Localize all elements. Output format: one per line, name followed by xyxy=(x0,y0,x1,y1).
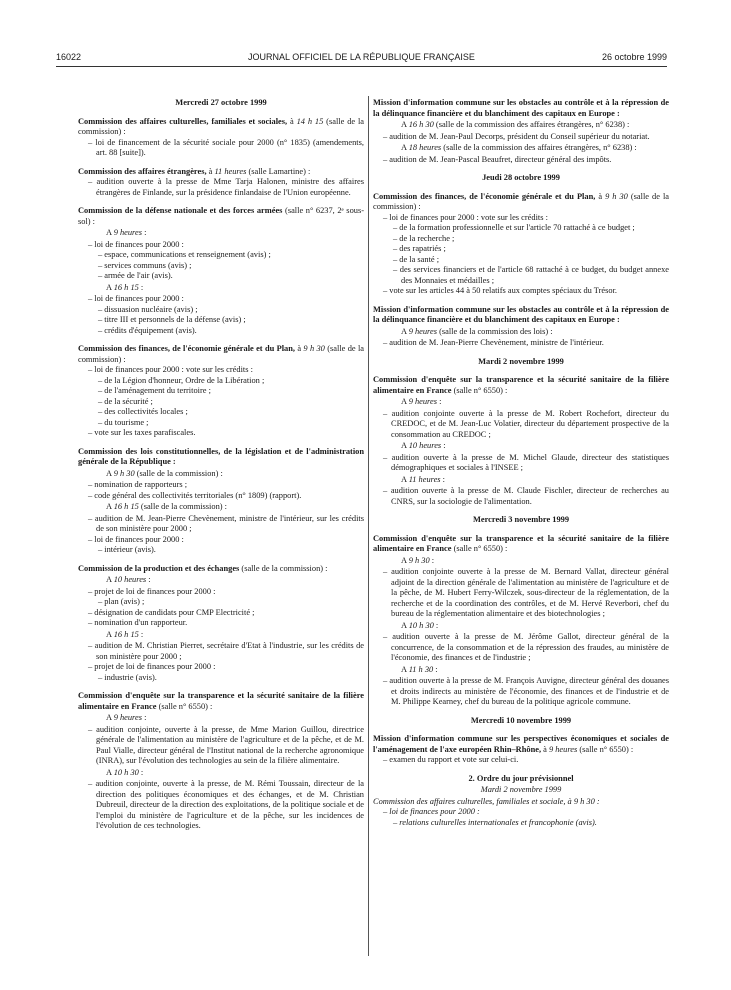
committee-name xyxy=(373,192,669,213)
committee-name xyxy=(373,534,669,555)
journal-title: JOURNAL OFFICIEL DE LA RÉPUBLIQUE FRANÇAISE xyxy=(248,52,475,62)
time-value: 10 heures xyxy=(408,441,442,450)
time-line xyxy=(78,575,364,586)
time-line xyxy=(373,665,669,676)
time-line xyxy=(373,143,669,154)
date-heading: Mardi 2 novembre 1999 xyxy=(478,356,564,366)
time-suffix: : xyxy=(138,629,144,639)
committee-name xyxy=(78,117,364,138)
time-suffix: : xyxy=(437,397,442,406)
agenda-section xyxy=(78,167,364,199)
time-suffix: : xyxy=(142,713,147,722)
agenda-item: – nomination de rapporteurs ; xyxy=(88,480,188,489)
agenda-item: – examen du rapport et vote sur celui-ci. xyxy=(383,755,519,764)
time-value: 16 h 15 xyxy=(113,282,139,292)
date-heading: Mercredi 3 novembre 1999 xyxy=(472,515,570,524)
section-heading: 2. Ordre du jour prévisionnel xyxy=(468,773,574,783)
agenda-item: – loi de finances pour 2000 : vote sur les crédits : xyxy=(88,365,253,374)
time-suffix: (salle de la commission) : xyxy=(138,502,227,511)
agenda-item: – audition de M. Jean-Pierre Chevènement, ministre de l'intérieur. xyxy=(383,338,604,347)
agenda-item: – audition conjointe ouverte à la presse de M. Bernard Vallat, directeur général adjoint de la direction générale de l'alimentation au ministère de l'agriculture et de la pêche, de M. Hubert Ferry-Wilczek, sous-directeur de la réglementation, de la recherche et de la coordination des contrôles, et de M. Hervé Reverbori, chef du bureau de la réglementation alimentaire et des biotechnologies ; xyxy=(383,567,669,618)
meeting-room: (salle n° 6550) : xyxy=(156,701,213,711)
time-line xyxy=(78,502,364,513)
time-suffix: (salle de la commission) : xyxy=(134,468,223,478)
time-suffix: : xyxy=(138,282,144,292)
date-heading: Jeudi 28 octobre 1999 xyxy=(482,173,560,182)
agenda-subitem: – plan (avis) ; xyxy=(98,597,145,606)
agenda-item: – audition ouverte à la presse de M. Michel Glaude, directeur des statistiques démographiques et sociales à l'INSEE ; xyxy=(383,452,669,472)
agenda-line: – loi de finances pour 2000 : xyxy=(383,807,480,816)
agenda-item: – loi de financement de la sécurité sociale pour 2000 (n° 1835) (amendements, art. 88 [suite]). xyxy=(88,137,364,157)
committee-name xyxy=(78,344,364,365)
agenda-section xyxy=(78,117,364,159)
agenda-item: – audition ouverte à la presse de Mme Tarja Halonen, ministre des affaires étrangères de Finlande, sur la présidence finlandaise de l'Union européenne. xyxy=(88,177,364,197)
time-prefix: A xyxy=(401,664,409,674)
meeting-time: 9 h 30 xyxy=(605,191,628,201)
time-suffix: : xyxy=(433,664,438,674)
committee-title: Commission d'enquête sur la transparence et la sécurité sanitaire de la filière alimentaire en France xyxy=(373,533,669,553)
agenda-item: – audition de M. Jean-Paul Decorps, président du Conseil supérieur du notariat. xyxy=(383,131,650,141)
time-suffix: : xyxy=(146,575,151,584)
time-line xyxy=(78,768,364,779)
agenda-item: – audition conjointe ouverte à la presse de M. Robert Rochefort, directeur du CREDOC, et de M. Jean-Luc Volatier, directeur du département prospective de la consommation au CREDOC ; xyxy=(383,408,669,439)
time-line xyxy=(78,283,364,294)
agenda-subitem: – de la formation professionnelle et sur l'article 70 rattaché à ce budget ; xyxy=(393,223,635,232)
agenda-subitem: – de la sécurité ; xyxy=(98,396,153,406)
committee-title: Commission des affaires étrangères, xyxy=(78,166,207,176)
agenda-line: – relations culturelles internationales et francophonie (avis). xyxy=(393,817,597,827)
meeting-room: (salle n° 6237, 2ᵉ sous-sol) : xyxy=(78,206,364,226)
time-prefix: A xyxy=(401,397,409,406)
time-prefix: A xyxy=(106,767,114,777)
committee-title: Commission d'enquête sur la transparence et la sécurité sanitaire de la filière alimentaire en France xyxy=(78,691,364,711)
time-prefix: A xyxy=(401,555,409,565)
time-prefix: A xyxy=(106,502,114,511)
committee-title: Commission des affaires culturelles, familiales et sociales, xyxy=(78,116,288,126)
agenda-line: Commission des affaires culturelles, familiales et sociale, à 9 h 30 : xyxy=(373,796,600,806)
time-line xyxy=(78,630,364,641)
agenda-subitem: – dissuasion nucléaire (avis) ; xyxy=(98,304,198,314)
agenda-subitem: – des services financiers et de l'article 68 rattaché à ce budget, du budget annexe des Monnaies et médailles ; xyxy=(393,265,669,285)
committee-title: Commission de la production et des échanges xyxy=(78,563,240,573)
time-value: 16 h 15 xyxy=(113,502,139,511)
agenda-item: – désignation de candidats pour CMP Electricité ; xyxy=(88,607,255,617)
time-suffix: (salle de la commission des affaires étrangères, n° 6238) : xyxy=(433,120,630,129)
time-line xyxy=(373,397,669,408)
committee-title: Mission d'information commune sur les perspectives économiques et sociales de l'aménagement de l'axe européen Rhin–Rhône, xyxy=(373,734,669,754)
agenda-item: – audition de M. Jean-Pierre Chevènement, ministre de l'intérieur, sur les crédits de son ministère pour 2000 ; xyxy=(88,513,364,533)
column-divider xyxy=(368,96,369,956)
committee-name xyxy=(78,691,364,712)
time-suffix: : xyxy=(433,620,439,630)
agenda-item: – audition de M. Christian Pierret, secrétaire d'Etat à l'industrie, sur les crédits de son ministère pour 2000 ; xyxy=(88,641,364,661)
agenda-section xyxy=(373,192,669,297)
agenda-subitem: – de la recherche ; xyxy=(393,233,455,243)
committee-title: Commission de la défense nationale et des forces armées xyxy=(78,206,283,215)
committee-title: Mission d'information commune sur les obstacles au contrôle et à la répression de la délinquance financière et du blanchiment des capitaux en Europe : xyxy=(373,98,669,118)
agenda-subitem: – du tourisme ; xyxy=(98,417,149,427)
time-value: 9 h 30 xyxy=(408,555,430,565)
agenda-item: – audition conjointe, ouverte à la presse, de Mme Marion Guillou, directrice générale de l'alimentation au ministère de l'agriculture et de la pêche, et de M. Paul Vialle, directeur général de l'Institut national de la recherche agronomique (INRA), sur l'évolution des technologies au sein de la filière alimentaire. xyxy=(88,724,364,765)
time-prefix: A xyxy=(106,629,114,639)
agenda-section xyxy=(78,447,364,556)
time-line xyxy=(373,441,669,452)
time-line xyxy=(78,228,364,239)
time-line xyxy=(373,327,669,338)
right-column xyxy=(373,98,669,836)
agenda-item: – projet de loi de finances pour 2000 : xyxy=(88,586,216,596)
time-prefix: A xyxy=(106,575,114,584)
time-line xyxy=(373,120,669,131)
date-heading: Mercredi 27 octobre 1999 xyxy=(175,98,267,107)
agenda-subitem: – armée de l'air (avis). xyxy=(98,271,173,280)
committee-name xyxy=(373,98,669,119)
committee-connector: à xyxy=(287,116,297,126)
agenda-section xyxy=(78,691,364,832)
agenda-subitem: – des rapatriés ; xyxy=(393,244,446,253)
time-value: 9 heures xyxy=(408,326,437,336)
time-suffix: (salle de la commission des affaires étrangères, n° 6238) : xyxy=(441,143,637,152)
time-value: 18 heures xyxy=(408,143,442,152)
time-suffix: : xyxy=(142,228,147,237)
agenda-item: – vote sur les articles 44 à 50 relatifs aux comptes spéciaux du Trésor. xyxy=(383,286,617,295)
time-line xyxy=(373,621,669,632)
committee-title: Commission des finances, de l'économie générale et du Plan, xyxy=(78,344,295,353)
agenda-section xyxy=(78,344,364,439)
agenda-subitem: – de l'aménagement du territoire ; xyxy=(98,386,211,395)
time-suffix: : xyxy=(429,555,435,565)
agenda-section xyxy=(373,734,669,766)
agenda-item: – projet de loi de finances pour 2000 : xyxy=(88,662,216,671)
date-subheading: Mardi 2 novembre 1999 xyxy=(480,785,562,794)
agenda-subitem: – services communs (avis) ; xyxy=(98,260,192,270)
time-line xyxy=(78,713,364,724)
agenda-section xyxy=(78,564,364,684)
time-prefix: A xyxy=(401,474,409,484)
time-value: 10 h 30 xyxy=(408,620,434,630)
committee-name xyxy=(373,734,669,755)
time-prefix: A xyxy=(106,282,114,292)
time-value: 11 h 30 xyxy=(408,664,434,674)
time-value: 11 heures xyxy=(408,474,441,484)
committee-name xyxy=(78,167,364,178)
time-value: 9 heures xyxy=(113,228,142,237)
time-value: 16 h 30 xyxy=(408,120,434,129)
agenda-subitem: – intérieur (avis). xyxy=(98,545,156,554)
page-number: 16022 xyxy=(56,52,82,62)
time-prefix: A xyxy=(401,441,409,450)
agenda-subitem: – des collectivités locales ; xyxy=(98,407,188,416)
committee-connector: à xyxy=(541,744,549,754)
time-prefix: A xyxy=(401,143,409,152)
time-prefix: A xyxy=(401,326,409,336)
time-suffix: : xyxy=(441,441,446,450)
meeting-room: (salle de la commission) : xyxy=(78,344,365,364)
time-value: 9 heures xyxy=(408,397,437,406)
committee-name xyxy=(78,564,364,575)
time-prefix: A xyxy=(106,468,114,478)
committee-title: Commission des finances, de l'économie générale et du Plan, xyxy=(373,191,596,201)
agenda-item: – code général des collectivités territoriales (n° 1809) (rapport). xyxy=(88,490,302,500)
time-suffix: : xyxy=(138,767,144,777)
time-prefix: A xyxy=(401,120,409,129)
meeting-room: (salle n° 6550) : xyxy=(451,544,508,553)
committee-title: Mission d'information commune sur les obstacles au contrôle et à la répression de la délinquance financière et du blanchiment des capitaux en Europe : xyxy=(373,304,669,324)
time-suffix: (salle de la commission des lois) : xyxy=(437,326,553,336)
agenda-section xyxy=(373,534,669,708)
left-column xyxy=(78,98,364,840)
agenda-subitem: – de la santé ; xyxy=(393,254,440,264)
committee-name xyxy=(373,375,669,396)
committee-connector: à xyxy=(206,166,215,176)
agenda-item: – vote sur les taxes parafiscales. xyxy=(88,428,196,437)
agenda-item: – loi de finances pour 2000 : xyxy=(88,294,184,303)
agenda-item: – loi de finances pour 2000 : vote sur les crédits : xyxy=(383,212,548,222)
committee-connector: à xyxy=(295,344,304,353)
time-line xyxy=(373,475,669,486)
time-line xyxy=(373,556,669,567)
agenda-subitem: – industrie (avis). xyxy=(98,672,157,682)
time-prefix: A xyxy=(106,713,114,722)
meeting-time: 14 h 15 xyxy=(296,116,324,126)
meeting-time: 9 h 30 xyxy=(303,344,325,353)
agenda-item: – audition ouverte à la presse de M. Jérôme Gallot, directeur général de la concurrence, de la consommation et de la répression des fraudes, au ministère de l'économie, des finances et de l'industrie ; xyxy=(383,632,669,662)
meeting-room: (salle de la commission) : xyxy=(239,563,328,573)
agenda-subitem: – crédits d'équipement (avis). xyxy=(98,325,197,335)
agenda-item: – nomination d'un rapporteur. xyxy=(88,618,188,627)
committee-name xyxy=(78,206,364,227)
agenda-subitem: – titre III et personnels de la défense (avis) ; xyxy=(98,315,246,324)
committee-title: Commission des lois constitutionnelles, de la législation et de l'administration générale de la République : xyxy=(78,446,364,466)
date-heading: Mercredi 10 novembre 1999 xyxy=(470,715,572,725)
time-line xyxy=(78,469,364,480)
agenda-subitem: – espace, communications et renseignement (avis) ; xyxy=(98,250,271,259)
agenda-section xyxy=(373,375,669,507)
time-value: 10 heures xyxy=(113,575,147,584)
meeting-room: (salle de la commission) : xyxy=(78,116,365,136)
agenda-item: – loi de finances pour 2000 : xyxy=(88,239,184,249)
time-value: 16 h 15 xyxy=(113,629,139,639)
agenda-section xyxy=(78,206,364,336)
agenda-item: – audition de M. Jean-Pascal Beaufret, directeur général des impôts. xyxy=(383,154,612,164)
agenda-subitem: – de la Légion d'honneur, Ordre de la Libération ; xyxy=(98,375,265,385)
header-date: 26 octobre 1999 xyxy=(601,52,667,62)
agenda-item: – audition conjointe, ouverte à la presse, de M. Rémi Toussain, directeur de la direction des politiques économiques et des échanges, et de M. Christian Dubreuil, directeur de la direction des exploitations, de la politique sociale et de l'emploi du ministère de l'agriculture et de la pêche, sur les incidences de l'évolution de ces technologies. xyxy=(88,779,364,830)
meeting-time: 11 heures xyxy=(214,166,247,176)
agenda-section xyxy=(373,797,669,829)
meeting-room: (salle Lamartine) : xyxy=(246,166,311,176)
page-header xyxy=(56,52,667,67)
time-value: 10 h 30 xyxy=(113,767,139,777)
committee-name xyxy=(373,305,669,326)
agenda-section xyxy=(373,305,669,349)
agenda-section xyxy=(373,98,669,165)
time-value: 9 heures xyxy=(113,713,142,722)
time-suffix: : xyxy=(440,474,445,484)
time-value: 9 h 30 xyxy=(113,468,135,478)
committee-title: Commission d'enquête sur la transparence et la sécurité sanitaire de la filière alimentaire en France xyxy=(373,375,669,395)
meeting-room: (salle de la commission) : xyxy=(373,191,669,211)
committee-connector: à xyxy=(595,191,606,201)
agenda-item: – audition ouverte à la presse de M. Claude Fischler, directeur de recherches au CNRS, sur la sociologie de l'alimentation. xyxy=(383,486,669,506)
meeting-room: (salle n° 6550) : xyxy=(451,385,508,395)
time-prefix: A xyxy=(401,620,409,630)
agenda-item: – loi de finances pour 2000 : xyxy=(88,534,184,544)
time-prefix: A xyxy=(106,228,114,237)
committee-name xyxy=(78,447,364,468)
agenda-item: – audition ouverte à la presse de M. François Auvigne, directeur général des douanes et droits indirects au ministère de l'économie, des finances et de l'industrie et de M. Philippe Kearney, chef du bureau de la politique agricole commune. xyxy=(383,676,669,706)
meeting-room: (salle n° 6550) : xyxy=(577,744,634,754)
meeting-time: 9 heures xyxy=(548,744,578,754)
